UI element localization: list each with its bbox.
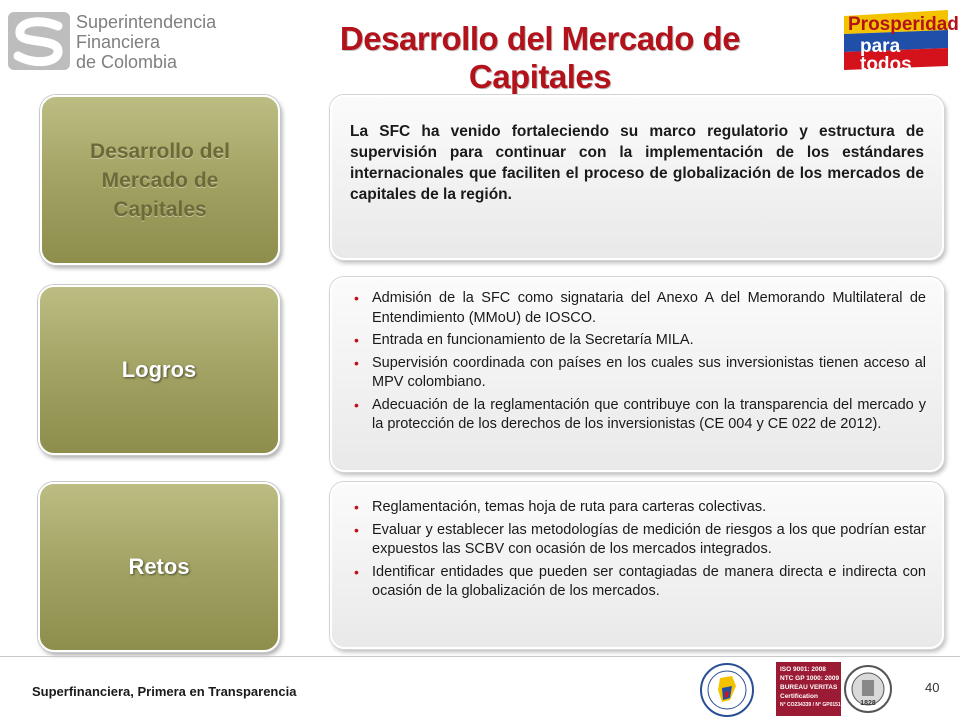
list-item: • Adecuación de la reglamentación que contribuye con la transparencia del mercado y la protección de los derechos de los inversionistas (CE 004 y CE 022 de 2012). — [354, 396, 926, 432]
list-item: • Admisión de la SFC como signataria del Anexo A del Memorando Multilateral de Entendimiento (MMoU) de IOSCO. — [354, 290, 926, 326]
page-title: Desarrollo del Mercado de Capitales — [339, 20, 741, 95]
bullet-icon: • — [354, 499, 359, 515]
prosperidad-logo — [840, 8, 959, 75]
bureau-veritas-seal — [844, 662, 892, 716]
prosperidad-text-2: para todos — [860, 36, 912, 75]
logros-list — [350, 289, 926, 435]
retos-list — [350, 498, 926, 602]
section-label-logros: Logros — [121, 357, 197, 382]
section-button-logros[interactable] — [38, 285, 280, 455]
list-item: • Entrada en funcionamiento de la Secretaría MILA. — [350, 331, 926, 351]
section-label-retos: Retos — [128, 554, 190, 579]
footer-tagline: Superfinanciera, Primera en Transparencia — [32, 684, 297, 699]
panel-logros — [330, 277, 944, 472]
footer-divider — [0, 656, 960, 657]
bullet-icon: • — [354, 354, 359, 371]
panel-desarrollo — [330, 95, 944, 260]
iso-certification-badge: ISO 9001: 2008 NTC GP 1000: 2009 BUREAU VERITAS Certification N° CO234339 / N° GP0151 — [776, 662, 841, 716]
bullet-icon: • — [354, 332, 359, 348]
page-number: 40 — [925, 680, 940, 695]
bullet-icon: • — [354, 521, 359, 538]
section-button-desarrollo[interactable] — [40, 95, 280, 265]
bullet-icon: • — [354, 396, 359, 413]
bv-year: 1828 — [860, 700, 876, 707]
list-item: • Supervisión coordinada con países en los cuales sus inversionistas tienen acceso al MPV colombiano. — [354, 354, 926, 390]
bullet-icon: • — [354, 563, 359, 580]
sfc-logo-mark-icon — [8, 12, 70, 70]
panel-desarrollo-text: La SFC ha venido fortaleciendo su marco regulatorio y estructura de supervisión para continuar con la implementación de los estándares internacionales que faciliten el proceso de globalización de los mercados de capitales de la región. — [350, 123, 924, 203]
bureau-veritas-seal-icon — [844, 662, 892, 716]
section-label-desarrollo: Desarrollo del Mercado de Capitales — [89, 139, 231, 221]
certification-seal-icon — [698, 662, 756, 718]
bullet-icon: • — [354, 290, 359, 306]
list-item: • Reglamentación, temas hoja de ruta para carteras colectivas. — [350, 498, 926, 518]
prosperidad-text-1: Prosperidad — [848, 14, 959, 35]
section-button-retos[interactable] — [38, 482, 280, 652]
sfc-logo-text: Superintendencia Financiera de Colombia — [76, 12, 217, 72]
sfc-logo — [8, 10, 218, 72]
panel-retos — [330, 482, 944, 649]
list-item: • Identificar entidades que pueden ser contagiadas de manera directa e indirecta con ocasión de la globalización de los mercados. — [354, 563, 926, 599]
list-item: • Evaluar y establecer las metodologías de medición de riesgos a los que podrían estar expuestos las SCBV con ocasión de los mercados integrados. — [354, 521, 926, 557]
